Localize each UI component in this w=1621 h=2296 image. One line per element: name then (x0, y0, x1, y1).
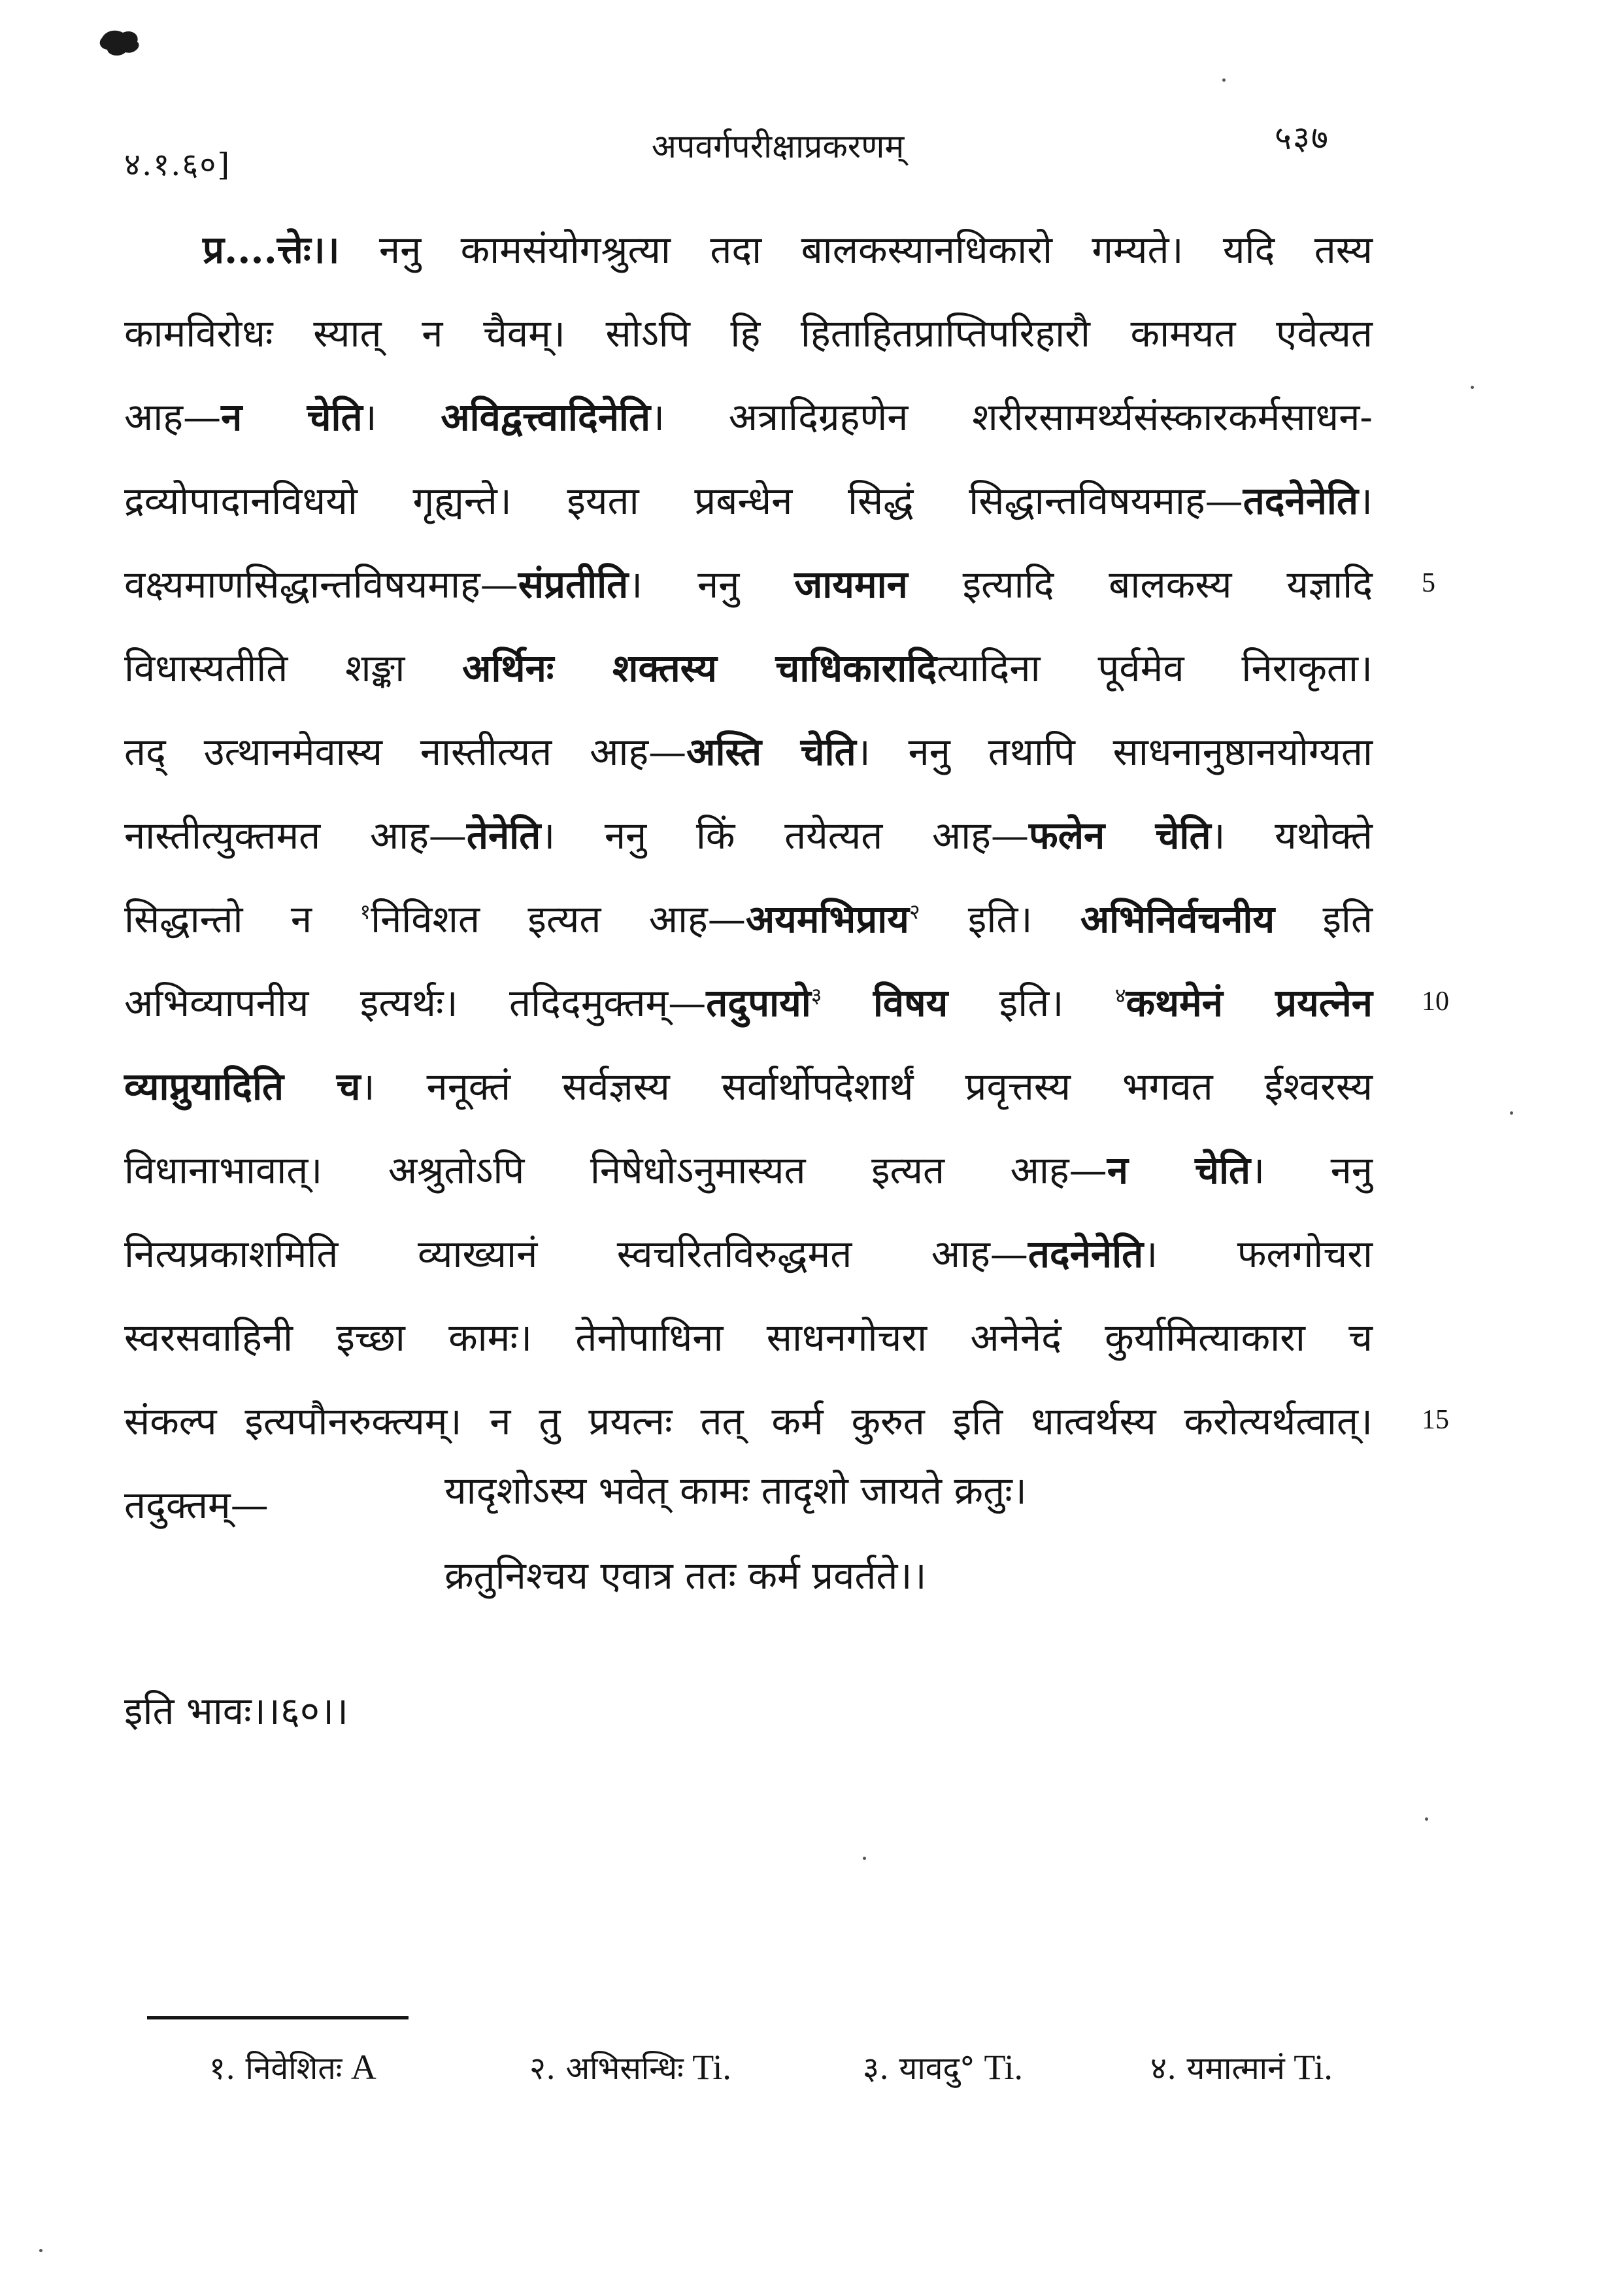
lemma: प्र....त्तेः।। (203, 228, 340, 272)
text-line (124, 794, 1373, 877)
lemma: तदनेनेति (1243, 479, 1359, 523)
lemma: अस्ति चेति (686, 730, 856, 774)
footnote-4-reading: यमात्मानं (1186, 2050, 1285, 2087)
text-run: तदुक्तम्— (124, 1483, 269, 1527)
commentary-body (124, 208, 1373, 1547)
lemma: अविद्वत्त्वादिनेति (441, 395, 651, 439)
text-run: । ननु तथापि साधनानुष्ठानयोग्यता (856, 730, 1373, 774)
text-run: विधास्यतीति शङ्का (124, 646, 463, 690)
lemma: फलेन चेति (1028, 813, 1211, 858)
paper-speck (863, 1857, 866, 1860)
section-reference: ४.१.६०] (124, 146, 231, 183)
text-run: । ननु (628, 562, 795, 607)
footnote-marker: ४ (1114, 983, 1126, 1008)
verse-line-1: यादृशोऽस्य भवेत् कामः तादृशो जायते क्रतुः। (444, 1468, 1027, 1513)
text-run: त्यादिना पूर्वमेव निराकृता। (937, 646, 1373, 690)
paper-speck (1510, 1111, 1513, 1115)
text-run: । ननु (1250, 1148, 1373, 1192)
footnote-3 (863, 2046, 1023, 2089)
text-run: । यथोक्ते (1211, 813, 1373, 858)
text-run: इति। (948, 981, 1115, 1025)
footnote-rule (147, 2016, 409, 2019)
footnote-3-reading: यावदु° (899, 2050, 975, 2087)
footnote-3-source: Ti. (975, 2048, 1024, 2087)
lemma: जायमान (794, 562, 908, 607)
text-line (124, 1045, 1373, 1128)
paper-speck (1222, 78, 1226, 82)
text-run: इति (1275, 897, 1373, 941)
lemma: व्याप्नुयादिति च (124, 1064, 361, 1109)
text-line (124, 543, 1373, 626)
lemma: संप्रतीति (518, 562, 629, 607)
text-run: इत्यादि बालकस्य यज्ञादि (907, 562, 1373, 607)
paper-speck (1471, 386, 1474, 389)
text-run: ननु कामसंयोगश्रुत्या तदा बालकस्यानधिकारो गम्यते। यदि तस्य (339, 228, 1373, 272)
text-run: तद् उत्थानमेवास्य नास्तीत्यत आह— (124, 730, 687, 774)
text-line (124, 710, 1373, 794)
paper-speck (1425, 1817, 1428, 1821)
footnote-marker: ३ (811, 983, 822, 1008)
lemma: अयमभिप्राय (745, 897, 909, 941)
lemma: न चेति (221, 395, 363, 439)
text-line (124, 1379, 1373, 1463)
text-run: अभिव्यापनीय इत्यर्थः। तदिदमुक्तम्— (124, 981, 707, 1025)
lemma: अभिनिर्वचनीय (1080, 897, 1275, 941)
footnote-marker: २ (909, 899, 920, 924)
line-number: 10 (1422, 987, 1449, 1017)
text-run: । (362, 395, 441, 439)
text-line (124, 292, 1373, 375)
text-line (124, 375, 1373, 459)
footnote-1-source: A (342, 2048, 376, 2087)
text-run: । ननूक्तं सर्वज्ञस्य सर्वार्थोपदेशार्थं प्रवृत्तस्य भगवत ईश्वरस्य (360, 1064, 1373, 1109)
text-line (124, 1296, 1373, 1379)
text-line (124, 877, 1373, 961)
text-run: । (1358, 479, 1373, 523)
ink-blot-icon (97, 26, 144, 59)
text-run: वक्ष्यमाणसिद्धान्तविषयमाह— (124, 562, 518, 607)
footnote-2-source: Ti. (683, 2048, 731, 2087)
lemma: तेनेति (466, 813, 541, 858)
text-run: सिद्धान्तो न (124, 897, 360, 941)
footnote-4-number: ४. (1150, 2050, 1187, 2087)
footnote-3-number: ३. (863, 2050, 899, 2087)
lemma: विषय (873, 981, 948, 1025)
text-run: स्वरसवाहिनी इच्छा कामः। तेनोपाधिना साधनगोचरा अनेनेदं कुर्यामित्याकारा च (124, 1315, 1373, 1360)
text-run: इति। (920, 897, 1080, 941)
line-number: 15 (1422, 1405, 1449, 1435)
footnote-marker: १ (359, 899, 371, 924)
footnote-4 (1150, 2046, 1333, 2089)
text-run: । अत्रादिग्रहणेन शरीरसामर्थ्यसंस्कारकर्मसाधन- (650, 395, 1373, 439)
lemma: न चेति (1107, 1148, 1251, 1192)
footnote-2 (529, 2046, 731, 2089)
text-run: नित्यप्रकाशमिति व्याख्यानं स्वचरितविरुद्धमत आह— (124, 1232, 1028, 1276)
footnote-1 (209, 2046, 376, 2089)
lemma: अर्थिनः शक्तस्य चाधिकारादि (462, 646, 937, 690)
text-run: संकल्प इत्यपौनरुक्त्यम्। न तु प्रयत्नः तत् कर्म कुरुत इति धात्वर्थस्य करोत्यर्थत्वात्। (124, 1399, 1373, 1443)
text-line (124, 961, 1373, 1045)
footnote-1-number: १. (209, 2050, 246, 2087)
paper-speck (39, 2249, 42, 2252)
lemma: तदनेनेति (1028, 1232, 1144, 1276)
text-run (822, 981, 873, 1025)
text-run: । फलगोचरा (1143, 1232, 1373, 1276)
text-line (124, 626, 1373, 710)
line-number: 5 (1422, 568, 1435, 598)
closing-line: इति भावः।।६०।। (124, 1689, 349, 1733)
text-run: नास्तीत्युक्तमत आह— (124, 813, 467, 858)
text-line (124, 208, 1373, 292)
text-run: आह— (124, 395, 222, 439)
text-run: विधानाभावात्। अश्रुतोऽपि निषेधोऽनुमास्यत इत्यत आह— (124, 1148, 1107, 1192)
text-line (124, 1212, 1373, 1296)
running-title: अपवर्गपरीक्षाप्रकरणम् (651, 127, 905, 165)
lemma: तदुपायो (706, 981, 811, 1025)
text-line (124, 459, 1373, 543)
lemma: कथमेनं प्रयत्नेन (1126, 981, 1373, 1025)
footnote-4-source: Ti. (1284, 2048, 1333, 2087)
text-run: कामविरोधः स्यात् न चैवम्। सोऽपि हि हिताहितप्राप्तिपरिहारौ कामयत एवेत्यत (124, 311, 1373, 356)
footnote-2-reading: अभिसन्धिः (565, 2050, 684, 2087)
footnote-1-reading: निवेशितः (245, 2050, 343, 2087)
text-line (124, 1128, 1373, 1212)
footnote-2-number: २. (529, 2050, 566, 2087)
page-number: ५३७ (1275, 119, 1329, 157)
text-run: द्रव्योपादानविधयो गृह्यन्ते। इयता प्रबन्धेन सिद्धं सिद्धान्तविषयमाह— (124, 479, 1243, 523)
text-run: । ननु किं तयेत्यत आह— (541, 813, 1029, 858)
text-run: निविशत इत्यत आह— (371, 897, 746, 941)
verse-line-2: क्रतुनिश्चय एवात्र ततः कर्म प्रवर्तते।। (444, 1553, 927, 1598)
